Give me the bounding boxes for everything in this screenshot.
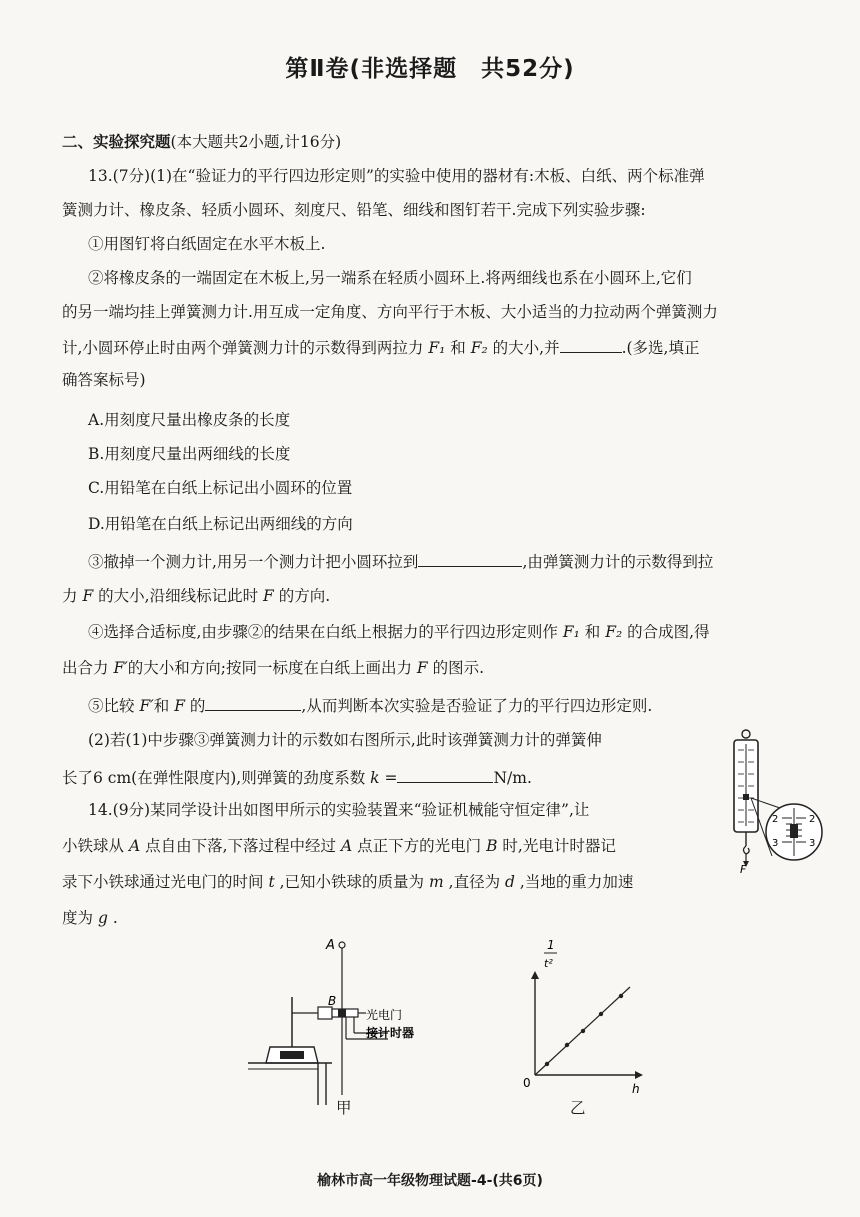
symbol-k: k: [370, 769, 380, 787]
symbol-g: g: [97, 909, 108, 927]
text: 的: [189, 697, 206, 715]
hook: [744, 846, 750, 854]
q13-step-2c: [62, 336, 699, 358]
zoom-pointer: [790, 824, 798, 838]
point-a-label: A: [326, 938, 335, 953]
text: ⑤比较: [88, 697, 135, 715]
data-point: [545, 1062, 549, 1066]
answer-blank[interactable]: [397, 766, 493, 783]
zoom-label-left-bottom: 3: [772, 838, 779, 849]
text: ,当地的重力加速: [519, 873, 634, 891]
data-point: [565, 1043, 569, 1047]
symbol-b: B: [486, 837, 498, 855]
text: .(多选,填正: [621, 339, 700, 357]
q13-step-5: [88, 694, 652, 716]
hook-ring: [742, 730, 750, 738]
symbol-a: A: [128, 837, 141, 855]
text: 的大小和方向;按同一标度在白纸上画出力: [127, 659, 412, 677]
option-c: C.用铅笔在白纸上标记出小圆环的位置: [88, 479, 353, 497]
q13-line-1: 13.(7分)(1)在“验证力的平行四边形定则”的实验中使用的器材有:木板、白纸、两个标准弹: [88, 167, 705, 185]
symbol-f: F: [174, 697, 185, 715]
answer-blank[interactable]: [205, 694, 301, 711]
answer-blank[interactable]: [418, 550, 522, 567]
text: 小铁球从: [62, 837, 125, 855]
text: 点正下方的光电门: [357, 837, 482, 855]
figure-yi-caption: 乙: [570, 1099, 586, 1117]
text: 的大小,沿细线标记此时: [98, 587, 259, 605]
option-d: D.用铅笔在白纸上标记出两细线的方向: [88, 515, 353, 533]
option-a: A.用刻度尺量出橡皮条的长度: [88, 411, 291, 429]
text: 长了6 cm(在弹性限度内),则弹簧的劲度系数: [62, 769, 366, 787]
section-note: (本大题共2小题,计16分): [170, 133, 342, 151]
symbol-f-prime: F′: [113, 659, 128, 677]
q13-step-2b: 的另一端均挂上弹簧测力计.用互成一定角度、方向平行于木板、大小适当的力拉动两个弹簧测力: [62, 303, 718, 321]
text: ,已知小铁球的质量为: [279, 873, 425, 891]
photogate-label: 光电门: [366, 1008, 403, 1022]
symbol-f: F: [263, 587, 274, 605]
q13-step-3b: [62, 586, 330, 606]
text: ,从而判断本次实验是否验证了力的平行四边形定则.: [301, 697, 653, 715]
text: N/m.: [493, 769, 532, 787]
symbol-a: A: [340, 837, 353, 855]
q14-line-4: [62, 908, 118, 928]
text: ③撤掉一个测力计,用另一个测力计把小圆环拉到: [88, 553, 419, 571]
q13-part-2b: [62, 766, 532, 788]
scale-pointer: [743, 794, 749, 800]
photogate-b: [338, 1009, 346, 1017]
q14-line-2: [62, 836, 616, 856]
symbol-f2: F₂: [605, 623, 623, 641]
y-axis-arrow: [531, 971, 539, 979]
text: 和: [450, 339, 466, 357]
text: ,直径为: [448, 873, 501, 891]
text: 的图示.: [432, 659, 485, 677]
text: 力: [62, 587, 78, 605]
text: 的大小,并: [492, 339, 560, 357]
timer-label: 接计时器: [366, 1026, 415, 1040]
text: 时,光电计时器记: [502, 837, 616, 855]
x-axis-arrow: [635, 1071, 643, 1079]
text: 出合力: [62, 659, 109, 677]
zoom-label-left-top: 2: [772, 814, 779, 825]
graph-figure: [505, 935, 655, 1110]
force-label: F: [740, 863, 747, 873]
page-title: 第Ⅱ卷(非选择题 共52分): [285, 56, 575, 82]
q13-part-2a: (2)若(1)中步骤③弹簧测力计的示数如右图所示,此时该弹簧测力计的弹簧伸: [88, 731, 602, 749]
section-heading: [62, 132, 341, 152]
symbol-f1: F₁: [428, 339, 446, 357]
option-b: B.用刻度尺量出两细线的长度: [88, 445, 291, 463]
zoom-label-right-bottom: 3: [809, 838, 816, 849]
x-axis-label: h: [632, 1082, 640, 1096]
text: =: [384, 769, 398, 787]
zoom-label-right-top: 2: [809, 814, 816, 825]
iron-ball: [339, 942, 345, 948]
point-b-label: B: [328, 994, 337, 1008]
origin-label: 0: [523, 1076, 531, 1090]
text: ④选择合适标度,由步骤②的结果在白纸上根据力的平行四边形定则作: [88, 623, 558, 641]
apparatus-figure: [248, 935, 448, 1115]
text: 的合成图,得: [627, 623, 710, 641]
symbol-f-prime: F′: [139, 697, 154, 715]
q14-line-3: [62, 872, 633, 892]
symbol-d: d: [505, 873, 515, 891]
text: 度为: [62, 909, 94, 927]
text: 和: [584, 623, 601, 641]
q13-step-2d: 确答案标号): [62, 371, 146, 389]
q13-step-3a: [88, 550, 713, 572]
data-point: [581, 1029, 585, 1033]
y-axis-numerator: 1: [547, 938, 555, 952]
text: .: [112, 909, 118, 927]
text: 和: [153, 697, 170, 715]
q13-step-2a: ②将橡皮条的一端固定在木板上,另一端系在轻质小圆环上.将两细线也系在小圆环上,它们: [88, 269, 692, 287]
symbol-f: F: [416, 659, 428, 677]
section-heading-label: 二、实验探究题: [62, 133, 171, 151]
text: 的方向.: [278, 587, 331, 605]
answer-blank[interactable]: [560, 336, 622, 353]
q13-step-4b: [62, 658, 484, 678]
symbol-f: F: [82, 587, 94, 605]
q13-step-1: ①用图钉将白纸固定在水平木板上.: [88, 235, 326, 253]
symbol-m: m: [429, 873, 444, 891]
text: 录下小铁球通过光电门的时间: [62, 873, 264, 891]
data-point: [599, 1012, 603, 1016]
q13-line-2: 簧测力计、橡皮条、轻质小圆环、刻度尺、铅笔、细线和图钉若干.完成下列实验步骤:: [62, 201, 646, 219]
base-block: [280, 1051, 304, 1059]
data-point: [619, 994, 623, 998]
figure-jia-caption: 甲: [336, 1099, 352, 1117]
symbol-f2: F₂: [470, 339, 488, 357]
text: 计,小圆环停止时由两个弹簧测力计的示数得到两拉力: [62, 339, 424, 357]
text: 点自由下落,下落过程中经过: [145, 837, 337, 855]
symbol-t: t: [268, 873, 275, 891]
clamp: [318, 1007, 332, 1019]
q13-step-4a: [88, 622, 710, 642]
spring-scale-figure: [726, 728, 826, 873]
text: ,由弹簧测力计的示数得到拉: [522, 553, 714, 571]
q14-line-1: 14.(9分)某同学设计出如图甲所示的实验装置来“验证机械能守恒定律”,让: [88, 801, 590, 819]
y-axis-denominator: t²: [544, 957, 553, 970]
page-footer: 榆林市高一年级物理试题-4-(共6页): [317, 1173, 543, 1189]
symbol-f1: F₁: [562, 623, 580, 641]
